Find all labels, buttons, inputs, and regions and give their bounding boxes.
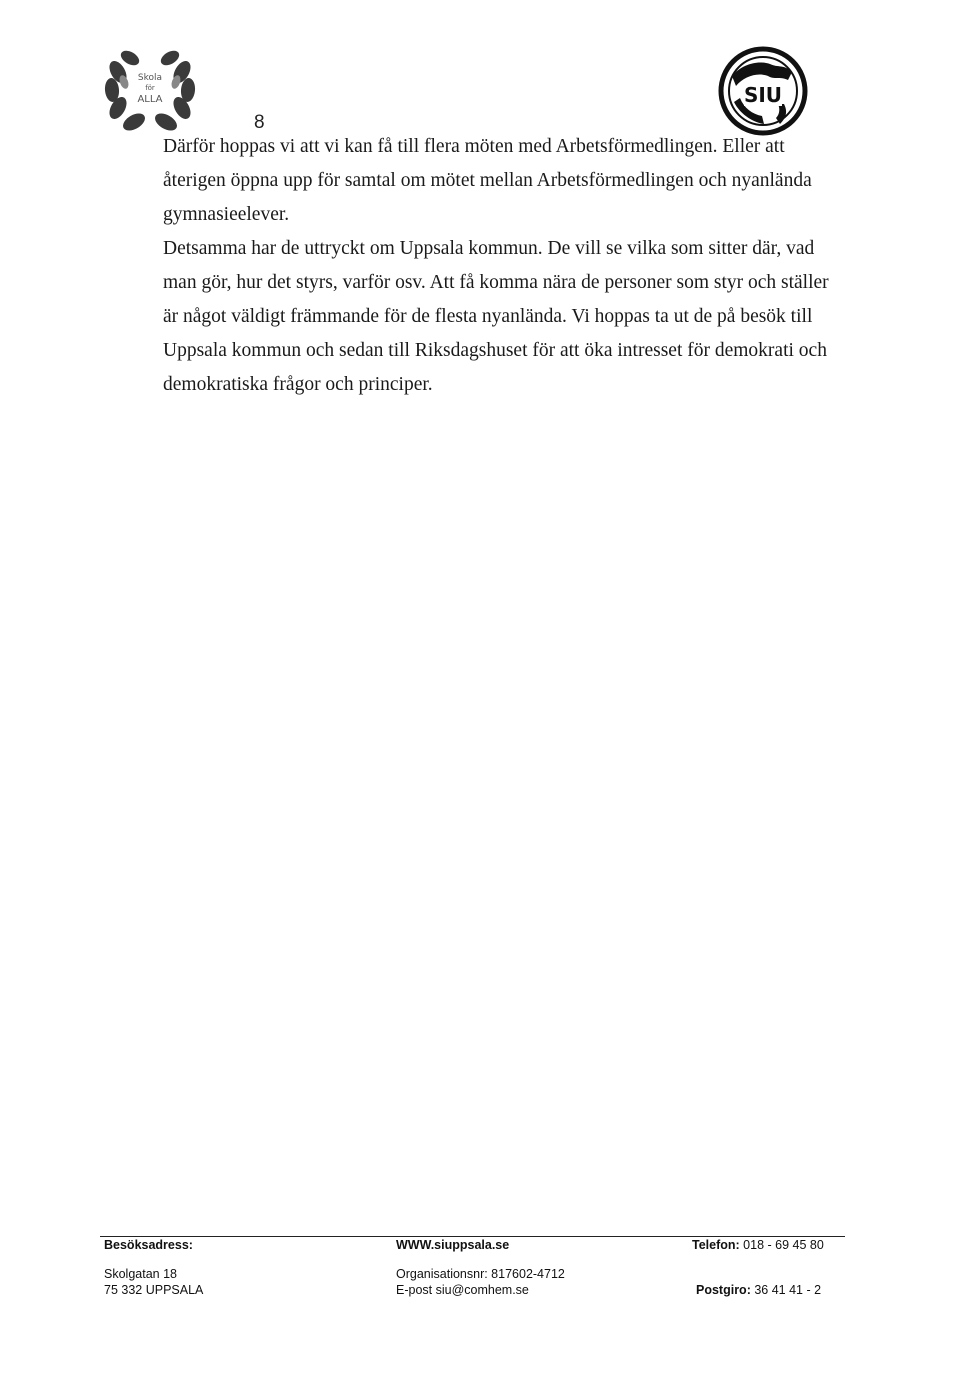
footer-postgiro bbox=[696, 1283, 821, 1297]
footer-org-number: Organisationsnr: 817602-4712 bbox=[396, 1267, 565, 1281]
footer-website-link[interactable]: WWW.siuppsala.se bbox=[396, 1238, 510, 1252]
footer-phone bbox=[692, 1238, 824, 1252]
footer-phone-value: 018 - 69 45 80 bbox=[743, 1238, 824, 1252]
skola-for-alla-logo bbox=[100, 42, 200, 132]
text-line: är något väldigt främmande för de flesta nyanlända. Vi hoppas ta ut de på besök till bbox=[163, 306, 813, 327]
siu-logo bbox=[718, 46, 808, 136]
text-line: återigen öppna upp för samtal om mötet mellan Arbetsförmedlingen och nyanlända bbox=[163, 170, 812, 191]
text-line: Därför hoppas vi att vi kan få till flera möten med Arbetsförmedlingen. Eller att bbox=[163, 136, 785, 157]
text-line: Uppsala kommun och sedan till Riksdagshuset för att öka intresset för demokrati och bbox=[163, 340, 827, 361]
body-text bbox=[163, 130, 843, 402]
footer-email[interactable]: E-post siu@comhem.se bbox=[396, 1283, 529, 1297]
page-number: 8 bbox=[254, 112, 265, 133]
paragraph bbox=[163, 130, 843, 232]
footer-postgiro-value: 36 41 41 - 2 bbox=[754, 1283, 822, 1297]
laurel-wreath-icon bbox=[100, 42, 200, 132]
footer-postal-city: 75 332 UPPSALA bbox=[104, 1283, 204, 1297]
footer-visit-label: Besöksadress: bbox=[104, 1238, 193, 1252]
svg-text:SIU: SIU bbox=[743, 83, 783, 107]
footer-street: Skolgatan 18 bbox=[104, 1267, 177, 1281]
svg-text:Skola: Skola bbox=[137, 73, 163, 83]
text-line: man gör, hur det styrs, varför osv. Att få komma nära de personer som styr och ställer bbox=[163, 272, 829, 293]
text-line: demokratiska frågor och principer. bbox=[163, 374, 433, 395]
paragraph bbox=[163, 232, 843, 402]
svg-text:för: för bbox=[145, 84, 155, 92]
footer-divider bbox=[100, 1236, 845, 1237]
text-line: Detsamma har de uttryckt om Uppsala kommun. De vill se vilka som sitter där, vad bbox=[163, 238, 815, 259]
footer-postgiro-label: Postgiro: bbox=[696, 1283, 751, 1297]
siu-globe-logo-icon bbox=[718, 46, 808, 136]
text-line: gymnasieelever. bbox=[163, 204, 290, 225]
footer-phone-label: Telefon: bbox=[692, 1238, 740, 1252]
svg-text:ALLA: ALLA bbox=[137, 94, 163, 105]
